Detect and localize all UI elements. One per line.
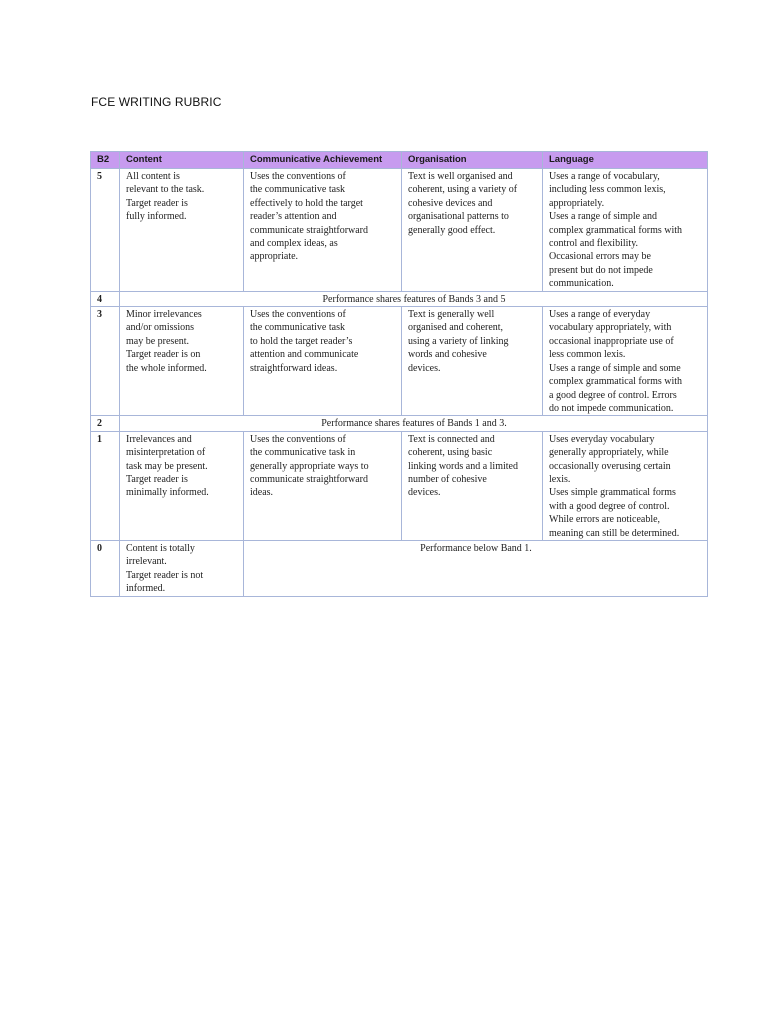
cell-line: generally appropriately, while	[549, 447, 669, 459]
table-row	[91, 431, 708, 540]
cell-line: task may be present.	[126, 460, 208, 472]
cell-line: less common lexis.	[549, 349, 626, 361]
cell-line: including less common lexis,	[549, 184, 666, 196]
header-band: B2	[91, 152, 120, 169]
table-header-row	[91, 152, 708, 169]
cell-line: the communicative task	[250, 322, 345, 334]
cell-line: the communicative task in	[250, 447, 356, 459]
cell-line: misinterpretation of	[126, 447, 206, 459]
table-row	[91, 307, 708, 416]
cell-line: words and cohesive	[408, 349, 487, 361]
communicative-achievement-cell	[244, 431, 402, 540]
cell-line: occasionally overusing certain	[549, 460, 671, 472]
header-language: Language	[543, 152, 708, 169]
cell-line: organised and coherent,	[408, 322, 504, 334]
band-number: 1	[91, 431, 120, 540]
cell-line: irrelevant.	[126, 556, 167, 568]
cell-line: vocabulary appropriately, with	[549, 322, 672, 334]
cell-line: devices.	[408, 487, 441, 499]
table-row	[91, 540, 708, 596]
cell-line: using a variety of linking	[408, 335, 509, 347]
cell-line: minimally informed.	[126, 487, 209, 499]
content-cell	[120, 307, 244, 416]
cell-line: cohesive devices and	[408, 197, 493, 209]
cell-line: complex grammatical forms with	[549, 224, 683, 236]
content-cell	[120, 431, 244, 540]
band-number: 2	[91, 416, 120, 431]
band-number: 3	[91, 307, 120, 416]
merged-performance-cell	[120, 291, 708, 306]
table-row	[91, 291, 708, 306]
cell-line: number of cohesive	[408, 473, 487, 485]
cell-line: to hold the target reader’s	[250, 335, 353, 347]
cell-line: linking words and a limited	[408, 460, 518, 472]
cell-line: appropriately.	[549, 197, 605, 209]
cell-line: occasional inappropriate use of	[549, 335, 674, 347]
cell-line: Uses the conventions of	[250, 309, 346, 321]
cell-line: Text is connected and	[408, 433, 495, 445]
organisation-cell	[402, 431, 543, 540]
cell-line: present but do not impede	[549, 264, 653, 276]
cell-line: organisational patterns to	[408, 211, 509, 223]
table-row	[91, 169, 708, 292]
cell-line: appropriate.	[250, 251, 299, 263]
cell-line: informed.	[126, 583, 166, 595]
cell-line: relevant to the task.	[126, 184, 205, 196]
cell-line: fully informed.	[126, 211, 187, 223]
cell-line: reader’s attention and	[250, 211, 337, 223]
header-organisation: Organisation	[402, 152, 543, 169]
cell-line: Target reader is	[126, 473, 188, 485]
cell-line: Target reader is not	[126, 569, 204, 581]
cell-line: Uses everyday vocabulary	[549, 433, 655, 445]
header-communicative-achievement: Communicative Achievement	[244, 152, 402, 169]
band-number: 4	[91, 291, 120, 306]
cell-line: Performance below Band 1.	[420, 542, 532, 554]
organisation-cell	[402, 307, 543, 416]
merged-performance-cell	[120, 416, 708, 431]
band-number: 5	[91, 169, 120, 292]
cell-line: meaning can still be determined.	[549, 527, 680, 539]
communicative-achievement-cell	[244, 169, 402, 292]
cell-line: Text is generally well	[408, 309, 495, 321]
page-title: FCE WRITING RUBRIC	[91, 95, 222, 109]
cell-line: Uses a range of simple and	[549, 211, 658, 223]
content-cell	[120, 169, 244, 292]
cell-line: coherent, using a variety of	[408, 184, 518, 196]
cell-line: effectively to hold the target	[250, 197, 363, 209]
cell-line: Uses a range of simple and some	[549, 362, 681, 374]
cell-line: Target reader is	[126, 197, 188, 209]
cell-line: lexis.	[549, 473, 571, 485]
cell-line: communication.	[549, 278, 614, 290]
cell-line: While errors are noticeable,	[549, 514, 661, 526]
cell-line: Minor irrelevances	[126, 309, 202, 321]
cell-line: Uses the conventions of	[250, 433, 346, 445]
cell-line: Text is well organised and	[408, 171, 513, 182]
cell-line: a good degree of control. Errors	[549, 389, 677, 401]
cell-line: Occasional errors may be	[549, 251, 651, 263]
cell-line: control and flexibility.	[549, 238, 639, 250]
cell-line: and complex ideas, as	[250, 238, 338, 250]
cell-line: attention and communicate	[250, 349, 359, 361]
cell-line: straightforward ideas.	[250, 362, 338, 374]
language-cell	[543, 307, 708, 416]
cell-line: Target reader is on	[126, 349, 201, 361]
cell-line: communicate straightforward	[250, 224, 369, 236]
header-content: Content	[120, 152, 244, 169]
cell-line: generally appropriate ways to	[250, 460, 369, 472]
cell-line: devices.	[408, 362, 441, 374]
communicative-achievement-cell	[244, 307, 402, 416]
cell-line: the communicative task	[250, 184, 345, 196]
cell-line: with a good degree of control.	[549, 500, 670, 512]
language-cell	[543, 169, 708, 292]
organisation-cell	[402, 169, 543, 292]
rubric-body	[91, 169, 708, 597]
merged-performance-cell	[244, 540, 708, 596]
cell-line: generally good effect.	[408, 224, 496, 236]
cell-line: and/or omissions	[126, 322, 195, 334]
cell-line: coherent, using basic	[408, 447, 493, 459]
cell-line: All content is	[126, 171, 180, 182]
cell-line: ideas.	[250, 487, 274, 499]
table-row	[91, 416, 708, 431]
language-cell	[543, 431, 708, 540]
cell-line: do not impede communication.	[549, 402, 674, 414]
rubric-table	[90, 151, 708, 597]
cell-line: Uses a range of everyday	[549, 309, 651, 321]
cell-line: Irrelevances and	[126, 433, 192, 445]
cell-line: communicate straightforward	[250, 473, 369, 485]
cell-line: Uses a range of vocabulary,	[549, 171, 660, 182]
band-number: 0	[91, 540, 120, 596]
cell-line: Performance shares features of Bands 3 and 5	[322, 293, 506, 305]
cell-line: may be present.	[126, 335, 190, 347]
cell-line: Uses the conventions of	[250, 171, 346, 182]
cell-line: complex grammatical forms with	[549, 376, 683, 388]
cell-line: Performance shares features of Bands 1 and 3.	[321, 418, 507, 430]
cell-line: the whole informed.	[126, 362, 207, 374]
content-cell	[120, 540, 244, 596]
cell-line: Content is totally	[126, 542, 195, 554]
cell-line: Uses simple grammatical forms	[549, 487, 676, 499]
